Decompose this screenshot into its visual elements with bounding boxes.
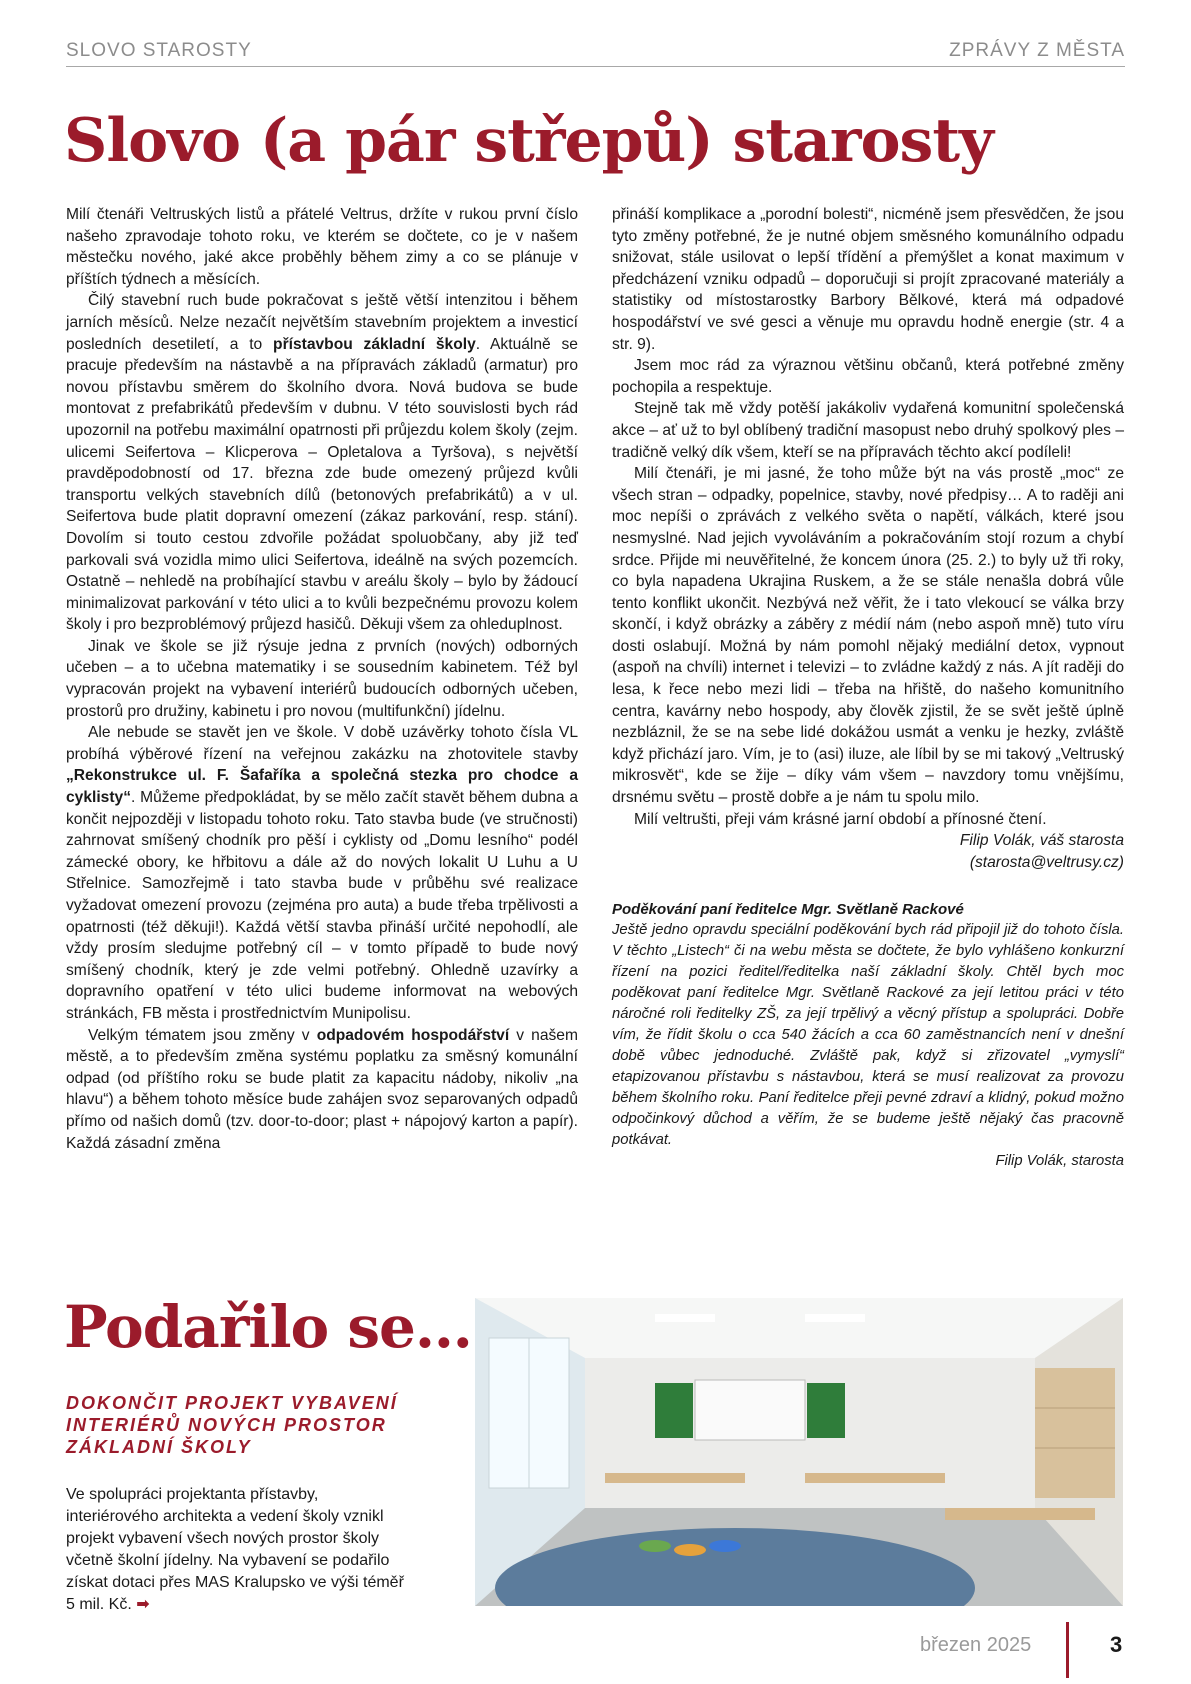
signature-name: Filip Volák, váš starosta <box>959 832 1124 850</box>
thanks-title: Poděkování paní ředitelce Mgr. Světlaně Rackové <box>612 901 964 919</box>
paragraph: Velkým tématem jsou změny v odpadovém hospodářství v našem městě, a to především změna systému poplatku za směsný komunální odpad (od příštího roku se bude platit za kapacitu nádoby, nikoliv „na hlavu“) a během tohoto měsíce bude zahájen svoz separovaných odpadů přímo od našich domů (tzv. door-to-door; plast + nápojový karton a papír). Každá zásadní změna <box>66 1026 578 1152</box>
issue-date: březen 2025 <box>920 1634 1032 1656</box>
category-label: ZPRÁVY Z MĚSTA <box>949 40 1125 61</box>
arrow-right-icon: ➡ <box>136 1596 150 1613</box>
bold-phrase: odpadovém hospodářství <box>316 1026 510 1044</box>
paragraph: Ale nebude se stavět jen ve škole. V době uzávěrky tohoto čísla VL probíhá výběrové řízení na veřejnou zakázku na zhotovitele stavby „Rekonstrukce ul. F. Šafaříka a společná stezka pro chodce a cyklisty“. Můžeme předpokládat, by se mělo začít stavět během dubna a končit nejpozději v listopadu tohoto roku. Tato stavba bude (ve stručnosti) zahrnovat smíšený chodník pro pěší i cyklisty od „Domu lesního“ podél zámecké obory, ke hřbitovu a dále až do nových lokalit U Luhu a U Střelnice. Samozřejmě i tato stavba bude v průběhu své realizace vyžadovat omezení provozu (zejména pro auta) a bude třeba trpělivosti a opatrnosti (též děkuji!). Každá větší stavba přináší určité nepohodlí, ale vždy prosím sledujme potřebný cíl – v tomto případě to bude nový smíšený chodník, který je zde velmi potřebný. Ohledně uzavírky a dopravního opatření v této ulici budeme informovat na webových stránkách, FB města i prostřednictvím Munipolisu. <box>66 724 578 1022</box>
success-subtitle: DOKONČIT PROJEKT VYBAVENÍ INTERIÉRŮ NOVÝCH PROSTOR ZÁKLADNÍ ŠKOLY <box>66 1393 398 1457</box>
footer-divider <box>1066 1622 1069 1678</box>
page-number: 3 <box>1110 1632 1123 1657</box>
success-text: Ve spolupráci projektanta přístavby, interiérového architekta a vedení školy vznikl projekt vybavení všech nových prostor školy včetně školní jídelny. Na vybavení se podařilo získat dotaci přes MAS Kralupsko ve výši téměř 5 mil. Kč. ➡ <box>66 1486 404 1613</box>
paragraph: přináší komplikace a „porodní bolesti“, nicméně jsem přesvědčen, že jsou tyto změny potřebné, že je nutné objem směsného komunálního odpadu snižovat, stále usilovat o lepší třídění a přemýšlet a konat maximum v předcházení vzniku odpadů – doporučuji si projít zpracované materiály a statistiky od místostarostky Barbory Bělkové, která má odpadové hospodářství ve své gesci a věnuje mu opravdu hodně energie (str. 4 a str. 9). <box>612 206 1124 353</box>
article-column-right <box>612 204 1124 1172</box>
signature-email: (starosta@veltrusy.cz) <box>969 853 1124 871</box>
thanks-box <box>612 899 1124 1172</box>
paragraph: Stejně tak mě vždy potěší jakákoliv vydařená komunitní společenská akce – ať už to byl oblíbený tradiční masopust nebo druhý spolkový ples – tradičně velký dík všem, kteří se na přípravách těchto akcí podíleli! <box>612 400 1124 461</box>
paragraph: Milí čtenáři Veltruských listů a přátelé Veltrus, držíte v rukou první číslo našeho zpravodaje tohoto roku, ve kterém se dočtete, co je v našem městečku nového, jaké akce proběhly během zimy a co se plánuje v příštích týdnech a měsících. <box>66 206 578 288</box>
section-label: SLOVO STAROSTY <box>66 40 252 61</box>
thanks-signature: Filip Volák, starosta <box>995 1153 1124 1170</box>
article-column-left <box>66 204 578 1154</box>
success-title: Podařilo se… <box>64 1293 472 1361</box>
bold-phrase: přístavbou základní školy <box>273 335 476 353</box>
paragraph: Čilý stavební ruch bude pokračovat s ještě větší intenzitou i během jarních měsíců. Nelze nezačít největším stavebním projektem a investicí posledních desetiletí, a to přístavbou základní školy. Aktuálně se pracuje především na nástavbě a na přípravách základů (armatur) pro novou přístavbu směrem do školního dvora. Nová budova se bude montovat z prefabrikátů především v dubnu. V této souvislosti bych rád upozornil na potřebu maximální opatrnosti při průjezdu kolem školy (zejm. ulicemi Seifertova – Klicperova – Opletalova a Tyršova), s největší pravděpodobností od 17. března zde bude omezený průjezd kvůli transportu velkých stavebních dílů (betonových prefabrikátů) a v ul. Seifertova bude platit dopravní omezení (zákaz parkování, resp. stání). Dovolím si touto cestou zdvořile požádat spoluobčany, aby již teď parkovali svá vozidla mimo ulici Seifertova, ideálně na svých pozemcích. Ostatně – nehledě na probíhající stavbu v areálu školy – bylo by žádoucí minimalizovat parkování v této ulici a to kvůli bezpečnému provozu kolem školy i pro bezproblémový průjezd hasičů. Děkuji všem za ohleduplnost. <box>66 292 578 634</box>
paragraph: Milí čtenáři, je mi jasné, že toho může být na vás prostě „moc“ ze všech stran – odpadky, popelnice, stavby, nové předpisy… A to raději ani moc nepíši o zprávách z velkého světa o napětí, válkách, které jsou nesmyslné. Nad jejich vyvoláváním a pokračováním stojí rozum a chybí srdce. Přijde mi neuvěřitelné, že koncem února (25. 2.) to byly už tři roky, co byla napadena Ukrajina Ruskem, a že se stále nenašla dobrá vůle tento konflikt ukončit. Nezbývá než věřit, že i tato vlekoucí se válka brzy skončí, i když obrázky a záběry z médií nám (nebo aspoň mně) tuto víru dosti oslabují. Možná by nám pomohl nějaký mediální detox, vypnout (aspoň na chvíli) internet i televizi – to zvládne každý z nás. A jít raději do lesa, k řece nebo mezi lidi – třeba na hřiště, do našeho komunitního centra, kavárny nebo hospody, aby člověk zjistil, že se svět ještě úplně nezbláznil, že se na sebe lidé dokážou usmát a venku je hezky, zvláště když přichází jaro. Vím, je to (asi) iluze, ale líbil by se mi takový „Veltruský mikrosvět“, kde se žije – díky vám všem – navzdory tomu vnějšímu, drsnému světu – prostě dobře a je nám tu spolu milo. <box>612 465 1124 807</box>
thanks-text: Ještě jedno opravdu speciální poděkování bych rád připojil již do tohoto čísla. V těchto „Listech“ či na webu města se dočtete, že bylo vyhlášeno konkurzní řízení na pozici ředitel/ředitelka naší základní školy. Chtěl bych moc poděkovat paní ředitelce Mgr. Světlaně Rackové za její letitou práci v této náročné roli ředitelky ZŠ, za její trpělivý a věcný přístup a spolupráci. Dobře vím, že řídit školu o cca 540 žácích a cca 60 zaměstnancích není v dnešní době vůbec jednoduché. Zvláště pak, když si zřizovatel „vymyslí“ etapizovanou přístavbu s nástavbou, která se musí realizovat za provozu během školního roku. Paní ředitelce přeji pevné zdraví a klidný, pokud možno odpočinkový důchod a věřím, že se budeme ještě nějaký čas pracovně potkávat. <box>612 922 1124 1149</box>
classroom-photo <box>475 1298 1123 1606</box>
paragraph: Jinak ve škole se již rýsuje jedna z prvních (nových) odborných učeben – a to učebna matematiky i se sousedním kabinetem. Též byl vypracován projekt na vybavení interiérů budoucích odborných učeben, prostorů pro družiny, kabinetu i pro novou (multifunkční) jídelnu. <box>66 637 578 720</box>
header-divider <box>66 66 1125 67</box>
paragraph: Milí veltrušti, přeji vám krásné jarní období a přínosné čtení. <box>634 810 1047 828</box>
article-title: Slovo (a pár střepů) starosty <box>64 106 993 176</box>
bold-phrase: „Rekonstrukce ul. F. Šafaříka a společná stezka pro chodce a cyklisty“ <box>66 767 578 807</box>
paragraph: Jsem moc rád za výraznou většinu občanů, která potřebné změny pochopila a respektuje. <box>612 357 1124 396</box>
